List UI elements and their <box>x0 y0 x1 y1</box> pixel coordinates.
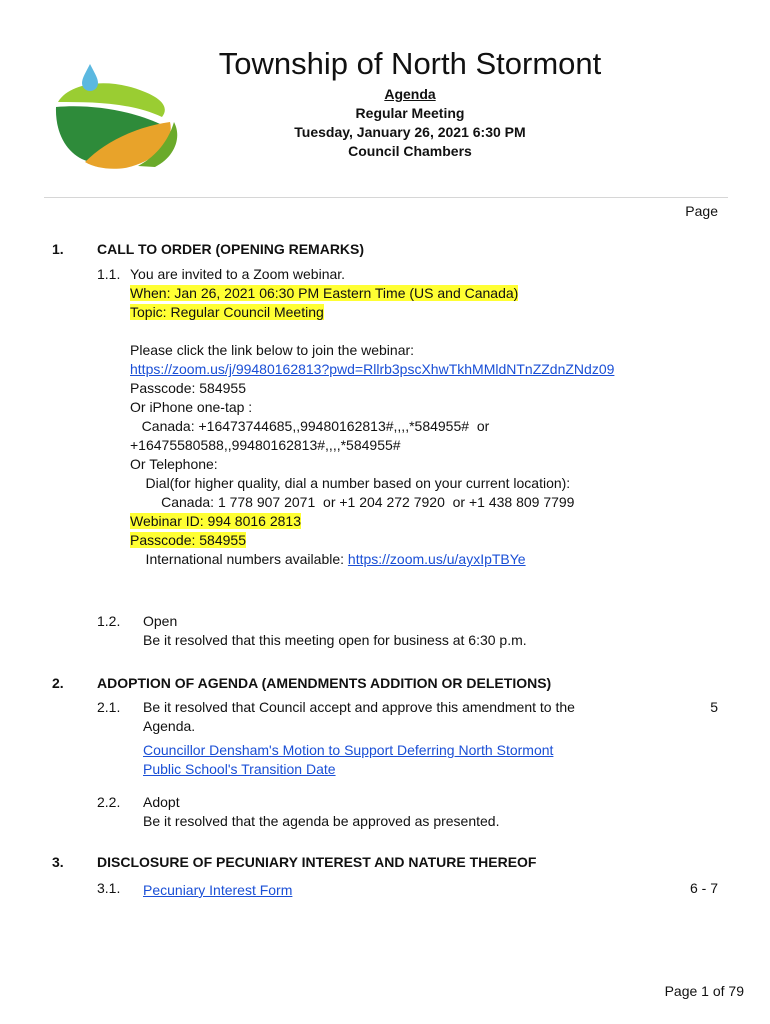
item-number: 2.1. <box>97 699 121 715</box>
item-body <box>143 793 499 831</box>
section-title: DISCLOSURE OF PECUNIARY INTEREST AND NATURE THEREOF <box>97 854 537 870</box>
item-body <box>143 881 292 900</box>
zoom-invite-block <box>130 265 614 569</box>
section-number: 1. <box>52 241 64 257</box>
intl-numbers-link[interactable]: https://zoom.us/u/ayxIpTBYe <box>347 551 526 567</box>
canada-onetap-line: Canada: +16473744685,,99480162813#,,,,*584955# or <box>130 418 490 434</box>
page-title: Township of North Stormont <box>218 46 602 81</box>
webinar-link[interactable]: https://zoom.us/j/99480162813?pwd=Rllrb3pscXhwTkhMMldNTnZZdnZNdz09 <box>130 361 615 377</box>
iphone-line: Or iPhone one-tap : <box>130 399 253 415</box>
invite-line: You are invited to a Zoom webinar. <box>130 266 346 282</box>
section-number: 2. <box>52 675 64 691</box>
passcode-line: Passcode: 584955 <box>130 380 246 396</box>
item-title: Open <box>143 613 178 629</box>
section-title: CALL TO ORDER (OPENING REMARKS) <box>97 241 365 257</box>
webinar-id-highlight: Webinar ID: 994 8016 2813 <box>130 513 301 529</box>
onetap2-line: +16475580588,,99480162813#,,,,*584955# <box>130 437 401 453</box>
item-body <box>143 698 575 779</box>
telephone-line: Or Telephone: <box>130 456 218 472</box>
page-footer: Page 1 of 79 <box>664 983 744 999</box>
topic-highlight: Topic: Regular Council Meeting <box>130 304 324 320</box>
meeting-type: Regular Meeting <box>355 105 465 121</box>
when-highlight: When: Jan 26, 2021 06:30 PM Eastern Time (US and Canada) <box>130 285 519 301</box>
item-text: Be it resolved that the agenda be approved as presented. <box>143 813 500 829</box>
canada-numbers-line: Canada: 1 778 907 2071 or +1 204 272 7920 or +1 438 809 7799 <box>130 494 575 510</box>
item-text: Be it resolved that this meeting open for business at 6:30 p.m. <box>143 632 527 648</box>
pecuniary-interest-link[interactable]: Pecuniary Interest Form <box>143 882 293 898</box>
item-title: Adopt <box>143 794 180 810</box>
agenda-label: Agenda <box>384 86 436 102</box>
item-number: 1.1. <box>97 266 121 282</box>
page-column-label: Page <box>685 203 718 219</box>
join-text: Please click the link below to join the webinar: <box>130 342 415 358</box>
item-number: 1.2. <box>97 613 121 629</box>
motion-link-continued[interactable]: Public School's Transition Date <box>143 761 336 777</box>
passcode-highlight: Passcode: 584955 <box>130 532 246 548</box>
motion-link[interactable]: Councillor Densham's Motion to Support Deferring North Stormont <box>143 742 554 758</box>
item-number: 3.1. <box>97 880 121 896</box>
intl-prefix: International numbers available: <box>130 551 348 567</box>
item-text: Agenda. <box>143 718 196 734</box>
dial-line: Dial(for higher quality, dial a number based on your current location): <box>130 475 571 491</box>
page-reference: 5 <box>710 699 718 715</box>
section-number: 3. <box>52 854 64 870</box>
meeting-date: Tuesday, January 26, 2021 6:30 PM <box>294 124 526 140</box>
meeting-location: Council Chambers <box>348 143 472 159</box>
page-reference: 6 - 7 <box>689 880 718 896</box>
item-number: 2.2. <box>97 794 121 810</box>
section-title: ADOPTION OF AGENDA (AMENDMENTS ADDITION OR DELETIONS) <box>97 675 552 691</box>
item-text: Be it resolved that Council accept and approve this amendment to the <box>143 699 575 715</box>
header-divider <box>44 197 728 198</box>
item-body <box>143 612 527 650</box>
